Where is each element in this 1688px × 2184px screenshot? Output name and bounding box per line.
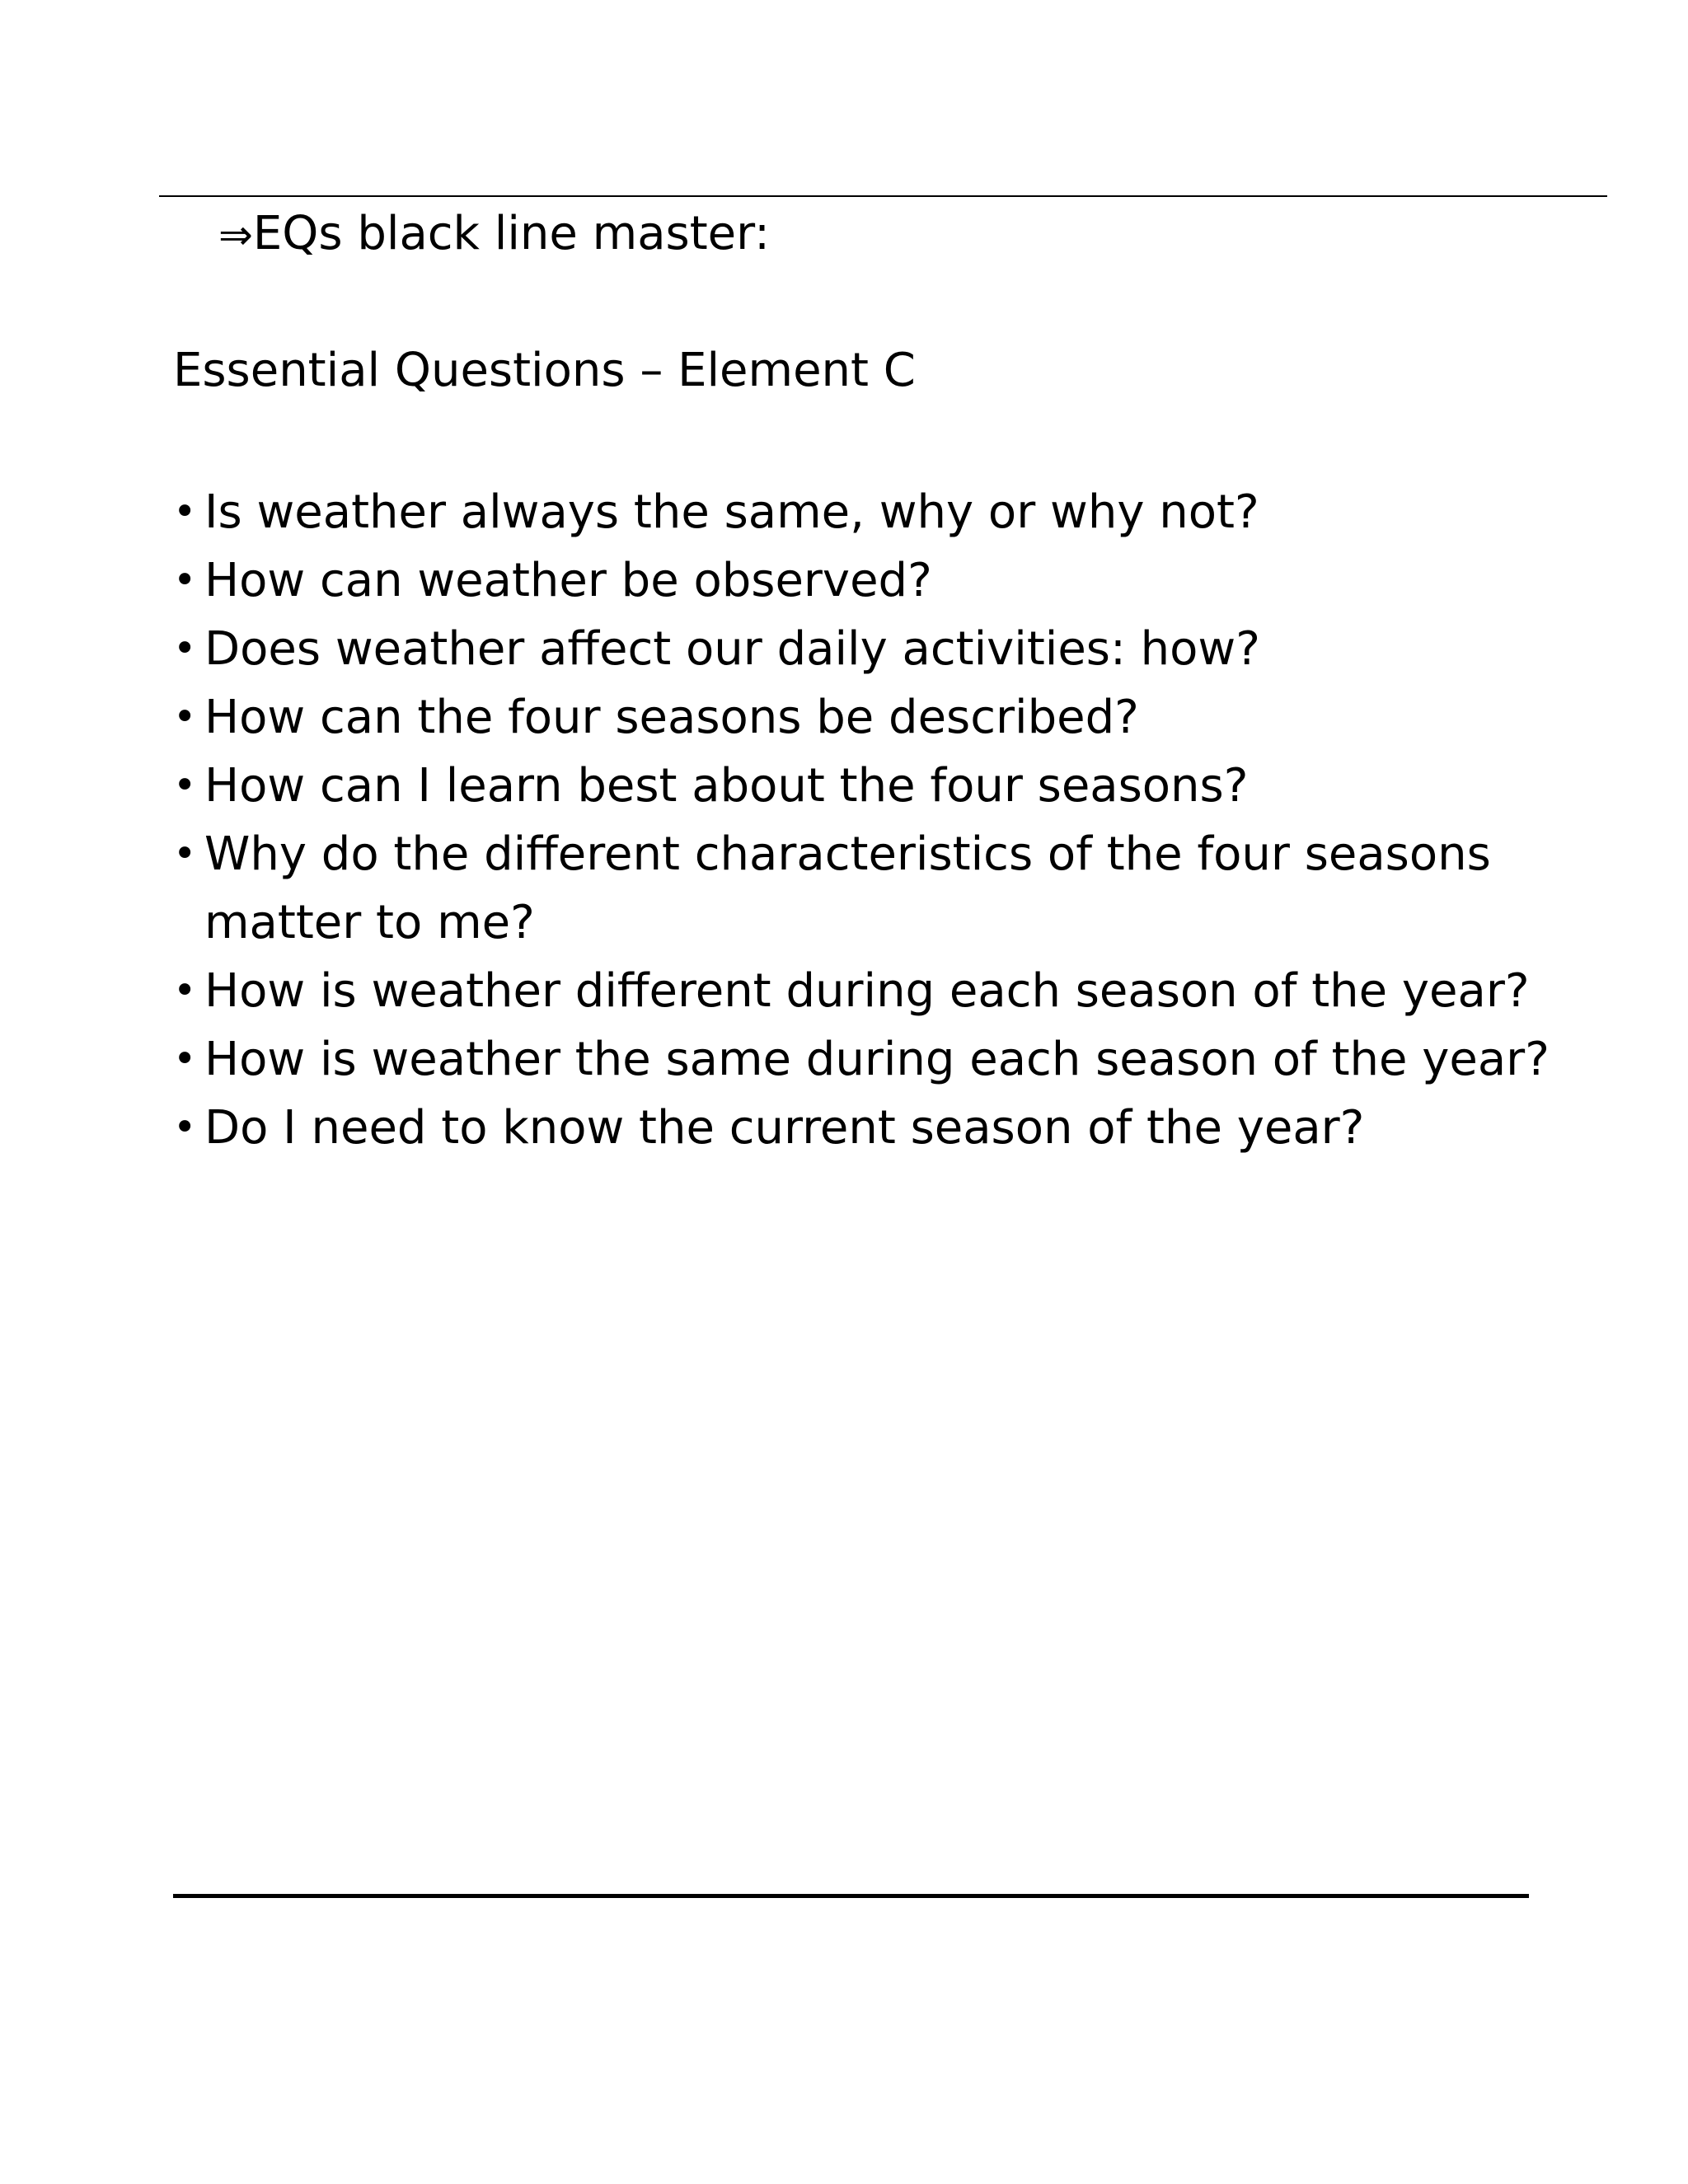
section-subtitle: Essential Questions – Element C: [173, 344, 916, 397]
bullet-icon: •: [173, 968, 197, 1014]
bullet-icon: •: [173, 694, 197, 740]
bullet-icon: •: [173, 557, 197, 603]
question-text: How is weather the same during each season of the year?: [204, 1033, 1550, 1086]
question-text: Why do the different characteristics of the four seasons matter to me?: [204, 827, 1491, 949]
question-text: How is weather different during each season of the year?: [204, 964, 1530, 1018]
top-divider-line: [159, 195, 1607, 197]
list-item: [173, 1094, 1558, 1162]
page-heading-text: EQs black line master:: [252, 207, 771, 260]
page-heading: [218, 204, 770, 265]
list-item: [173, 752, 1558, 820]
question-text: How can I learn best about the four seasons?: [204, 759, 1249, 813]
question-text: Is weather always the same, why or why not?: [204, 485, 1259, 539]
bullet-icon: •: [173, 626, 197, 672]
bullet-icon: •: [173, 489, 197, 535]
list-item: [173, 1025, 1558, 1094]
list-item: [173, 820, 1558, 957]
list-item: [173, 683, 1558, 752]
bullet-icon: •: [173, 762, 197, 808]
bottom-divider-line: [173, 1894, 1529, 1898]
question-text: Does weather affect our daily activities: how?: [204, 622, 1260, 676]
bullet-icon: •: [173, 1036, 197, 1082]
bullet-icon: •: [173, 831, 197, 877]
double-arrow-icon: ⇒: [218, 211, 253, 259]
question-text: How can the four seasons be described?: [204, 691, 1139, 744]
list-item: [173, 546, 1558, 615]
list-item: [173, 478, 1558, 546]
list-item: [173, 957, 1558, 1025]
question-text: Do I need to know the current season of the year?: [204, 1101, 1365, 1155]
question-text: How can weather be observed?: [204, 554, 932, 607]
list-item: [173, 615, 1558, 683]
bullet-icon: •: [173, 1104, 197, 1151]
essential-questions-list: [173, 478, 1558, 1162]
